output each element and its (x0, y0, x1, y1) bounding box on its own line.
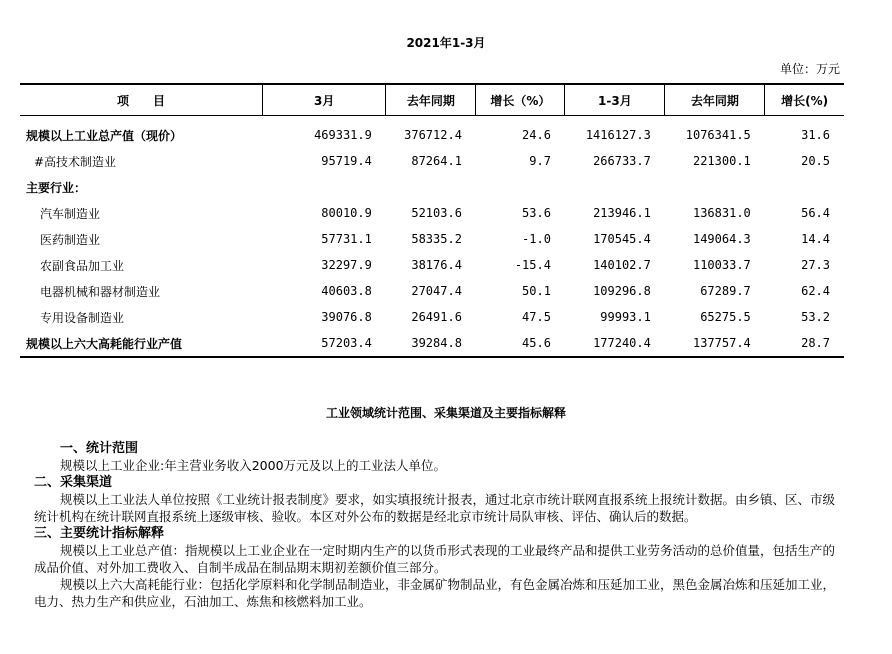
row-label: 汽车制造业 (40, 206, 101, 221)
header-last-year-jan-mar: 去年同期 (665, 84, 765, 116)
table-cell: 27.3 (801, 258, 830, 272)
table-cell: 1076341.5 (685, 128, 751, 142)
header-jan-mar: 1-3月 (565, 84, 665, 116)
table-cell: 87264.1 (411, 154, 462, 168)
header-growth-march: 增长（%） (476, 84, 565, 116)
table-cell: 95719.4 (321, 154, 372, 168)
table-cell: 109296.8 (593, 284, 651, 298)
header-last-year-march: 去年同期 (386, 84, 476, 116)
section-text-output-value: 规模以上工业总产值：指规模以上工业企业在一定时期内生产的以货币形式表现的工业最终产品和提供工业劳务活动的总价值量，包括生产的成品价值、对外加工费收入、自制半成品在制品期末期初差额价值三部分。 (34, 543, 836, 575)
table-cell: 47.5 (522, 310, 551, 324)
table-cell: 65275.5 (700, 310, 751, 324)
table-row (20, 252, 844, 278)
row-label: 规模以上六大高耗能行业产值 (20, 330, 263, 357)
table-cell: 24.6 (522, 128, 551, 142)
table-row (20, 330, 844, 357)
table-cell: -15.4 (514, 258, 551, 272)
section-text-energy-industries: 规模以上六大高耗能行业：包括化学原料和化学制品制造业，非金属矿物制品业，有色金属冶炼和压延加工业，黑色金属冶炼和压延加工业，电力、热力生产和供应业，石油加工、炼焦和核燃料加工业。 (34, 577, 836, 609)
table-cell: 221300.1 (692, 154, 751, 168)
section-text-channel: 规模以上工业法人单位按照《工业统计报表制度》要求，如实填报统计报表，通过北京市统计联网直报系统上报统计数据。由乡镇、区、市级统计机构在统计联网直报系统上逐级审核、验收。本区对外公布的数据是经北京市统计局队审核、评估、确认后的数据。 (34, 492, 836, 524)
header-march: 3月 (263, 84, 386, 116)
table-row (20, 174, 844, 200)
row-label: #高技术制造业 (34, 154, 117, 169)
table-cell: 62.4 (801, 284, 830, 298)
table-cell: 39284.8 (386, 330, 476, 357)
table-cell (476, 174, 565, 200)
table-cell: 110033.7 (692, 258, 751, 272)
table-cell: 39076.8 (321, 310, 372, 324)
notes-title: 工业领域统计范围、采集渠道及主要指标解释 (325, 406, 566, 420)
table-cell: 1416127.3 (585, 128, 651, 142)
table-cell: 170545.4 (593, 232, 651, 246)
table-row (20, 226, 844, 252)
table-cell: 52103.6 (411, 206, 462, 220)
table-cell: 266733.7 (593, 154, 651, 168)
section-text-scope: 规模以上工业企业:年主营业务收入2000万元及以上的工业法人单位。 (60, 458, 447, 473)
table-cell: 9.7 (529, 154, 551, 168)
table-cell: 53.2 (801, 310, 830, 324)
table-cell: 38176.4 (411, 258, 462, 272)
table-row (20, 148, 844, 174)
table-cell: 31.6 (801, 128, 830, 142)
section-heading-scope: 一、统计范围 (60, 441, 139, 456)
table-cell: 26491.6 (411, 310, 462, 324)
table-cell: 149064.3 (692, 232, 751, 246)
table-row (20, 304, 844, 330)
row-label: 电器机械和器材制造业 (40, 284, 161, 299)
section-heading-channel: 二、采集渠道 (34, 475, 113, 490)
table-cell: 58335.2 (411, 232, 462, 246)
table-cell: 140102.7 (593, 258, 651, 272)
table-cell: 469331.9 (314, 128, 372, 142)
table-cell: 213946.1 (593, 206, 651, 220)
table-row (20, 200, 844, 226)
table-cell: 136831.0 (692, 206, 751, 220)
table-cell (263, 174, 386, 200)
row-label: 专用设备制造业 (40, 310, 125, 325)
header-item: 项 目 (20, 84, 263, 116)
header-growth-jan-mar: 增长(%) (765, 84, 844, 116)
table-cell: 14.4 (801, 232, 830, 246)
table-cell: 376712.4 (404, 128, 462, 142)
table-cell: 45.6 (476, 330, 565, 357)
notes-section (34, 440, 846, 610)
report-title: 2021年1-3月 (406, 36, 486, 50)
row-label: 农副食品加工业 (40, 258, 125, 273)
table-cell: 20.5 (801, 154, 830, 168)
table-row (20, 116, 844, 149)
table-cell (765, 174, 844, 200)
table-cell: 40603.8 (321, 284, 372, 298)
table-cell: 28.7 (765, 330, 844, 357)
table-cell (565, 174, 665, 200)
table-cell: 32297.9 (321, 258, 372, 272)
table-cell: 50.1 (522, 284, 551, 298)
table-cell: -1.0 (522, 232, 551, 246)
table-cell: 67289.7 (700, 284, 751, 298)
table-cell (665, 174, 765, 200)
unit-label: 单位：万元 (779, 62, 840, 76)
row-label: 主要行业： (26, 180, 87, 195)
table-cell: 53.6 (522, 206, 551, 220)
table-cell: 99993.1 (600, 310, 651, 324)
statistics-table (20, 83, 844, 358)
table-header-row (20, 84, 844, 116)
section-heading-indicators: 三、主要统计指标解释 (34, 526, 165, 541)
row-label: 规模以上工业总产值（现价） (26, 128, 183, 143)
table-cell: 57203.4 (263, 330, 386, 357)
row-label: 医药制造业 (40, 232, 101, 247)
table-row (20, 278, 844, 304)
table-cell: 177240.4 (565, 330, 665, 357)
table-cell: 57731.1 (321, 232, 372, 246)
table-cell (386, 174, 476, 200)
table-cell: 27047.4 (411, 284, 462, 298)
table-cell: 56.4 (801, 206, 830, 220)
table-cell: 80010.9 (321, 206, 372, 220)
table-cell: 137757.4 (665, 330, 765, 357)
